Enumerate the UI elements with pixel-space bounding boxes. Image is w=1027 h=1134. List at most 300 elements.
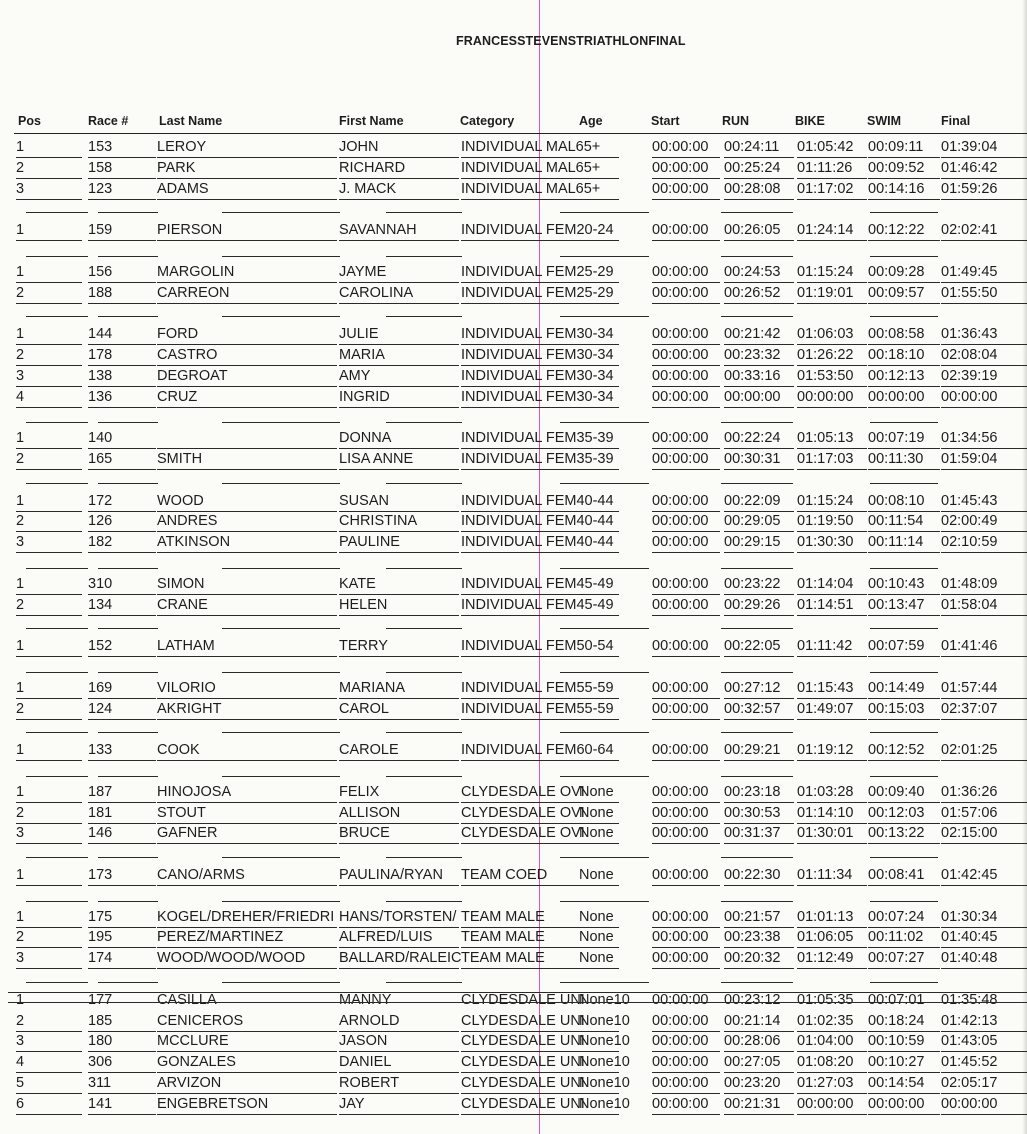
cell-last-name: ADAMS [157, 180, 337, 200]
cell-run: 00:21:42 [724, 325, 794, 345]
cell-first-name: BRUCE [339, 824, 459, 844]
cell-final: 02:15:00 [941, 824, 1027, 844]
cell-bike: 01:14:04 [797, 575, 867, 595]
cell-bike: 00:00:00 [797, 388, 867, 408]
cell-last-name: PARK [157, 159, 337, 179]
cell-first-name: AMY [339, 367, 459, 387]
cell-run: 00:23:18 [724, 783, 794, 803]
cell-run: 00:23:32 [724, 346, 794, 366]
cell-pos: 2 [16, 512, 82, 532]
cell-category: CLYDESDALE UNI [461, 1032, 619, 1052]
cell-start: 00:00:00 [652, 533, 720, 553]
cell-bike: 01:49:07 [797, 700, 867, 720]
cell-age: None [579, 824, 619, 844]
cell-race: 311 [88, 1074, 156, 1094]
cell-bike: 01:17:03 [797, 450, 867, 470]
cell-final: 02:01:25 [941, 741, 1027, 761]
cell-pos: 1 [16, 679, 82, 699]
cell-swim: 00:07:24 [868, 908, 940, 928]
cell-start: 00:00:00 [652, 138, 720, 158]
group-separator [0, 849, 1027, 867]
results-header-row [0, 114, 1027, 132]
cell-final: 01:43:05 [941, 1032, 1027, 1052]
result-row [0, 783, 1027, 804]
result-row [0, 824, 1027, 845]
group-separator [0, 246, 1027, 264]
cell-race: 126 [88, 512, 156, 532]
cell-age [579, 637, 619, 657]
result-row [0, 949, 1027, 970]
cell-first-name: JULIE [339, 325, 459, 345]
cell-first-name: DONNA [339, 429, 459, 449]
cell-swim: 00:09:40 [868, 783, 940, 803]
cell-first-name: HANS/TORSTEN/ [339, 908, 459, 928]
cell-bike: 01:11:42 [797, 637, 867, 657]
cell-first-name: ROBERT [339, 1074, 459, 1094]
cell-start: 00:00:00 [652, 1095, 720, 1115]
cell-swim: 00:09:57 [868, 284, 940, 304]
cell-race: 185 [88, 1012, 156, 1032]
cell-final: 01:45:43 [941, 492, 1027, 512]
cell-race: 153 [88, 138, 156, 158]
cell-pos: 1 [16, 866, 82, 886]
cell-final: 01:30:34 [941, 908, 1027, 928]
cell-swim: 00:00:00 [868, 1095, 940, 1115]
cell-category: INDIVIDUAL FEM25-29 [461, 263, 619, 283]
cell-final: 01:57:44 [941, 679, 1027, 699]
result-row [0, 1032, 1027, 1053]
cell-final: 01:58:04 [941, 596, 1027, 616]
cell-age [579, 741, 619, 761]
cell-first-name: PAULINE [339, 533, 459, 553]
cell-bike: 01:03:28 [797, 783, 867, 803]
cell-category: CLYDESDALE UNI [461, 1095, 619, 1115]
result-row [0, 991, 1027, 1012]
cell-swim: 00:11:30 [868, 450, 940, 470]
cell-final: 01:41:46 [941, 637, 1027, 657]
cell-final: 01:46:42 [941, 159, 1027, 179]
cell-first-name: J. MACK [339, 180, 459, 200]
cell-final: 02:00:49 [941, 512, 1027, 532]
cell-age [579, 284, 619, 304]
result-row [0, 866, 1027, 887]
cell-first-name: ALLISON [339, 804, 459, 824]
cell-start: 00:00:00 [652, 450, 720, 470]
cell-category: CLYDESDALE UNI [461, 1053, 619, 1073]
group-separator [0, 308, 1027, 326]
result-row [0, 700, 1027, 721]
cell-swim: 00:12:22 [868, 221, 940, 241]
cell-race: 177 [88, 991, 113, 1008]
cell-pos: 1 [16, 263, 82, 283]
cell-run: 00:24:53 [724, 263, 794, 283]
header-start: Start [651, 114, 680, 128]
cell-last-name: CRANE [157, 596, 337, 616]
group-separator [0, 204, 1027, 222]
cell-pos: 2 [16, 159, 82, 179]
cell-bike: 00:00:00 [797, 1095, 867, 1115]
cell-bike: 01:05:35 [797, 991, 854, 1008]
cell-swim: 00:09:11 [868, 138, 940, 158]
cell-last-name: CASILLA [157, 991, 217, 1008]
cell-category: INDIVIDUAL FEM45-49 [461, 575, 619, 595]
group-separator [0, 766, 1027, 784]
cell-age [579, 346, 619, 366]
cell-run: 00:29:15 [724, 533, 794, 553]
cell-pos: 1 [16, 138, 82, 158]
cell-final: 02:08:04 [941, 346, 1027, 366]
cell-swim: 00:07:27 [868, 949, 940, 969]
cell-final: 01:36:43 [941, 325, 1027, 345]
cell-category: TEAM MALE [461, 928, 619, 948]
cell-category: INDIVIDUAL FEM55-59 [461, 679, 619, 699]
cell-final: 01:49:45 [941, 263, 1027, 283]
cell-first-name: RICHARD [339, 159, 459, 179]
cell-start: 00:00:00 [652, 429, 720, 449]
cell-swim: 00:18:24 [868, 1012, 940, 1032]
cell-bike: 01:15:24 [797, 263, 867, 283]
cell-last-name: LEROY [157, 138, 337, 158]
cell-start: 00:00:00 [652, 949, 720, 969]
cell-race: 136 [88, 388, 156, 408]
cell-run: 00:23:12 [724, 991, 781, 1008]
cell-last-name: SIMON [157, 575, 337, 595]
cell-race: 123 [88, 180, 156, 200]
result-row [0, 138, 1027, 159]
cell-final: 01:34:56 [941, 429, 1027, 449]
result-row [0, 1053, 1027, 1074]
cell-age [579, 450, 619, 470]
cell-final: 01:35:48 [941, 991, 998, 1008]
cell-pos: 3 [16, 949, 82, 969]
cell-swim: 00:10:43 [868, 575, 940, 595]
cell-run: 00:22:09 [724, 492, 794, 512]
cell-start: 00:00:00 [652, 928, 720, 948]
cell-start: 00:00:00 [652, 866, 720, 886]
cell-final: 02:02:41 [941, 221, 1027, 241]
cell-run: 00:32:57 [724, 700, 794, 720]
header-category: Category [460, 114, 515, 128]
cell-race: 181 [88, 804, 156, 824]
cell-category: TEAM MALE [461, 908, 619, 928]
cell-first-name: CAROLINA [339, 284, 459, 304]
cell-age [579, 325, 619, 345]
cell-pos: 2 [16, 1012, 82, 1032]
cell-age: None10 [579, 1095, 619, 1115]
cell-race: 178 [88, 346, 156, 366]
cell-run: 00:33:16 [724, 367, 794, 387]
cell-start: 00:00:00 [652, 284, 720, 304]
result-row [0, 263, 1027, 284]
cell-pos: 3 [16, 367, 82, 387]
cell-category: INDIVIDUAL FEM30-34 [461, 346, 619, 366]
cell-first-name: ALFRED/LUIS [339, 928, 459, 948]
cell-category: INDIVIDUAL FEM55-59 [461, 700, 619, 720]
cell-race: 158 [88, 159, 156, 179]
cell-start: 00:00:00 [652, 263, 720, 283]
cell-swim: 00:12:03 [868, 804, 940, 824]
cell-last-name: AKRIGHT [157, 700, 337, 720]
cell-swim: 00:08:58 [868, 325, 940, 345]
cell-bike: 01:11:34 [797, 866, 867, 886]
cell-pos: 1 [16, 783, 82, 803]
cell-age [579, 512, 619, 532]
cell-category: TEAM MALE [461, 949, 619, 969]
cell-start: 00:00:00 [652, 159, 720, 179]
cell-age [579, 388, 619, 408]
cell-race: 159 [88, 221, 156, 241]
cell-final: 01:40:45 [941, 928, 1027, 948]
cell-first-name: TERRY [339, 637, 459, 657]
cell-age [579, 575, 619, 595]
header-swim: SWIM [867, 114, 902, 128]
cell-run: 00:30:53 [724, 804, 794, 824]
header-first: First Name [339, 114, 404, 128]
cell-start: 00:00:00 [652, 221, 720, 241]
header-age: Age [579, 114, 603, 128]
result-row [0, 180, 1027, 201]
cell-first-name: CAROL [339, 700, 459, 720]
cell-run: 00:23:22 [724, 575, 794, 595]
cell-final: 01:45:52 [941, 1053, 1027, 1073]
cell-first-name: FELIX [339, 783, 459, 803]
cell-last-name: SMITH [157, 450, 337, 470]
cell-last-name: ENGEBRETSON [157, 1095, 337, 1115]
result-row [0, 1074, 1027, 1095]
cell-category: INDIVIDUAL FEM40-44 [461, 533, 619, 553]
cell-swim: 00:14:49 [868, 679, 940, 699]
cell-age [579, 263, 619, 283]
cell-age [579, 700, 619, 720]
cell-age [579, 159, 619, 179]
cell-run: 00:25:24 [724, 159, 794, 179]
cell-first-name: SAVANNAH [339, 221, 459, 241]
cell-race: 134 [88, 596, 156, 616]
result-row [0, 575, 1027, 596]
result-row [0, 1095, 1027, 1116]
result-row [0, 679, 1027, 700]
cell-age [579, 492, 619, 512]
cell-pos: 1 [16, 637, 82, 657]
cell-pos: 2 [16, 700, 82, 720]
cell-age: None [579, 928, 619, 948]
cell-start: 00:00:00 [652, 1074, 720, 1094]
cell-age [579, 180, 619, 200]
cell-age [579, 533, 619, 553]
cell-bike: 01:19:50 [797, 512, 867, 532]
cell-category: CLYDESDALE OVI [461, 824, 619, 844]
cell-last-name: COOK [157, 741, 337, 761]
header-final: Final [941, 114, 971, 128]
cell-first-name: JAYME [339, 263, 459, 283]
cell-category: CLYDESDALE UNI [461, 1074, 619, 1094]
cell-first-name: DANIEL [339, 1053, 459, 1073]
cell-race: 144 [88, 325, 156, 345]
group-separator [0, 558, 1027, 576]
result-row [0, 512, 1027, 533]
cell-category: INDIVIDUAL FEM60-64 [461, 741, 619, 761]
cell-category: INDIVIDUAL FEM45-49 [461, 596, 619, 616]
cell-start: 00:00:00 [652, 596, 720, 616]
cell-category: CLYDESDALE UNI [461, 1012, 619, 1032]
cell-race: 169 [88, 679, 156, 699]
cell-final: 02:39:19 [941, 367, 1027, 387]
cell-first-name: HELEN [339, 596, 459, 616]
cell-bike: 01:15:43 [797, 679, 867, 699]
cell-final: 01:42:13 [941, 1012, 1027, 1032]
cell-pos: 2 [16, 596, 82, 616]
cell-category: TEAM COED [461, 866, 619, 886]
cell-category: CLYDESDALE OVI [461, 804, 619, 824]
cell-run: 00:22:05 [724, 637, 794, 657]
cell-last-name: STOUT [157, 804, 337, 824]
cell-run: 00:23:20 [724, 1074, 794, 1094]
cell-swim: 00:13:47 [868, 596, 940, 616]
cell-category: INDIVIDUAL FEM40-44 [461, 512, 619, 532]
cell-first-name: PAULINA/RYAN [339, 866, 459, 886]
cell-run: 00:27:05 [724, 1053, 794, 1073]
cell-category: INDIVIDUAL FEM30-34 [461, 367, 619, 387]
cell-race: 140 [88, 429, 156, 449]
cell-first-name: CHRISTINA [339, 512, 459, 532]
cell-age: None10 [579, 1032, 619, 1052]
cell-race: 187 [88, 783, 156, 803]
cell-bike: 01:19:01 [797, 284, 867, 304]
cell-start: 00:00:00 [652, 325, 720, 345]
cell-age: None [579, 908, 619, 928]
cell-first-name: LISA ANNE [339, 450, 459, 470]
cell-last-name: WOOD/WOOD/WOOD [157, 949, 337, 969]
cell-final: 00:00:00 [941, 1095, 1027, 1115]
cell-race: 138 [88, 367, 156, 387]
cell-pos: 1 [16, 908, 82, 928]
cell-run: 00:31:37 [724, 824, 794, 844]
cell-bike: 01:17:02 [797, 180, 867, 200]
cell-run: 00:29:21 [724, 741, 794, 761]
group-separator [0, 620, 1027, 638]
cell-race: 156 [88, 263, 156, 283]
cell-last-name: GAFNER [157, 824, 337, 844]
result-row [0, 450, 1027, 471]
cell-swim: 00:00:00 [868, 388, 940, 408]
header-bike: BIKE [795, 114, 825, 128]
cell-last-name: CARREON [157, 284, 337, 304]
cell-age: None [579, 866, 619, 886]
cell-first-name: JAY [339, 1095, 459, 1115]
cell-last-name: LATHAM [157, 637, 337, 657]
cell-last-name [157, 429, 337, 449]
cell-last-name: WOOD [157, 492, 337, 512]
cell-swim: 00:12:52 [868, 741, 940, 761]
group-separator [0, 662, 1027, 680]
cell-category: INDIVIDUAL MAL65+ [461, 159, 619, 179]
cell-pos: 1 [16, 575, 82, 595]
cell-last-name: PEREZ/MARTINEZ [157, 928, 337, 948]
document-title: FRANCESSTEVENSTRIATHLONFINAL [456, 34, 686, 48]
cell-race: 188 [88, 284, 156, 304]
cell-race: 173 [88, 866, 156, 886]
result-row [0, 596, 1027, 617]
cell-last-name: PIERSON [157, 221, 337, 241]
cell-run: 00:26:52 [724, 284, 794, 304]
cell-race: 172 [88, 492, 156, 512]
cell-race: 152 [88, 637, 156, 657]
cell-run: 00:27:12 [724, 679, 794, 699]
cell-category: INDIVIDUAL FEM20-24 [461, 221, 619, 241]
cell-run: 00:24:11 [724, 138, 794, 158]
cell-run: 00:22:30 [724, 866, 794, 886]
cell-category: INDIVIDUAL MAL65+ [461, 138, 619, 158]
cell-swim: 00:12:13 [868, 367, 940, 387]
cell-category: INDIVIDUAL FEM35-39 [461, 429, 619, 449]
cell-pos: 3 [16, 180, 82, 200]
cell-race: 195 [88, 928, 156, 948]
cell-first-name: JASON [339, 1032, 459, 1052]
cell-bike: 01:05:42 [797, 138, 867, 158]
cell-final: 01:59:26 [941, 180, 1027, 200]
result-row [0, 325, 1027, 346]
cell-run: 00:21:31 [724, 1095, 794, 1115]
result-row [0, 429, 1027, 450]
cell-age [579, 138, 619, 158]
cell-age [579, 596, 619, 616]
cell-start: 00:00:00 [652, 908, 720, 928]
cell-final: 01:48:09 [941, 575, 1027, 595]
cell-start: 00:00:00 [652, 367, 720, 387]
result-row [0, 1012, 1027, 1033]
cell-pos: 4 [16, 1053, 82, 1073]
cell-bike: 01:01:13 [797, 908, 867, 928]
cell-final: 00:00:00 [941, 388, 1027, 408]
cell-pos: 2 [16, 450, 82, 470]
cell-age: None [579, 783, 619, 803]
cell-category: INDIVIDUAL FEM25-29 [461, 284, 619, 304]
result-row [0, 804, 1027, 825]
result-row [0, 346, 1027, 367]
cell-age [579, 429, 619, 449]
cell-bike: 01:08:20 [797, 1053, 867, 1073]
cell-run: 00:28:08 [724, 180, 794, 200]
cell-race: 310 [88, 575, 156, 595]
header-last: Last Name [159, 114, 223, 128]
cell-swim: 00:07:19 [868, 429, 940, 449]
cell-bike: 01:06:03 [797, 325, 867, 345]
result-row [0, 533, 1027, 554]
cell-swim: 00:14:54 [868, 1074, 940, 1094]
cell-run: 00:28:06 [724, 1032, 794, 1052]
cell-category: INDIVIDUAL FEM30-34 [461, 325, 619, 345]
header-run: RUN [722, 114, 750, 128]
cell-first-name: MANNY [339, 991, 392, 1008]
cell-last-name: HINOJOSA [157, 783, 337, 803]
cell-pos: 5 [16, 1074, 82, 1094]
cell-age: None10 [579, 1074, 619, 1094]
cell-last-name: MARGOLIN [157, 263, 337, 283]
cell-race: 180 [88, 1032, 156, 1052]
cell-start: 00:00:00 [652, 388, 720, 408]
cell-pos: 1 [16, 492, 82, 512]
cell-race: 133 [88, 741, 156, 761]
cell-run: 00:29:26 [724, 596, 794, 616]
cell-final: 02:05:17 [941, 1074, 1027, 1094]
cell-race: 182 [88, 533, 156, 553]
cell-pos: 3 [16, 824, 82, 844]
cell-start: 00:00:00 [652, 637, 720, 657]
cell-swim: 00:09:52 [868, 159, 940, 179]
result-row [0, 221, 1027, 242]
result-row [0, 928, 1027, 949]
cell-final: 02:37:07 [941, 700, 1027, 720]
